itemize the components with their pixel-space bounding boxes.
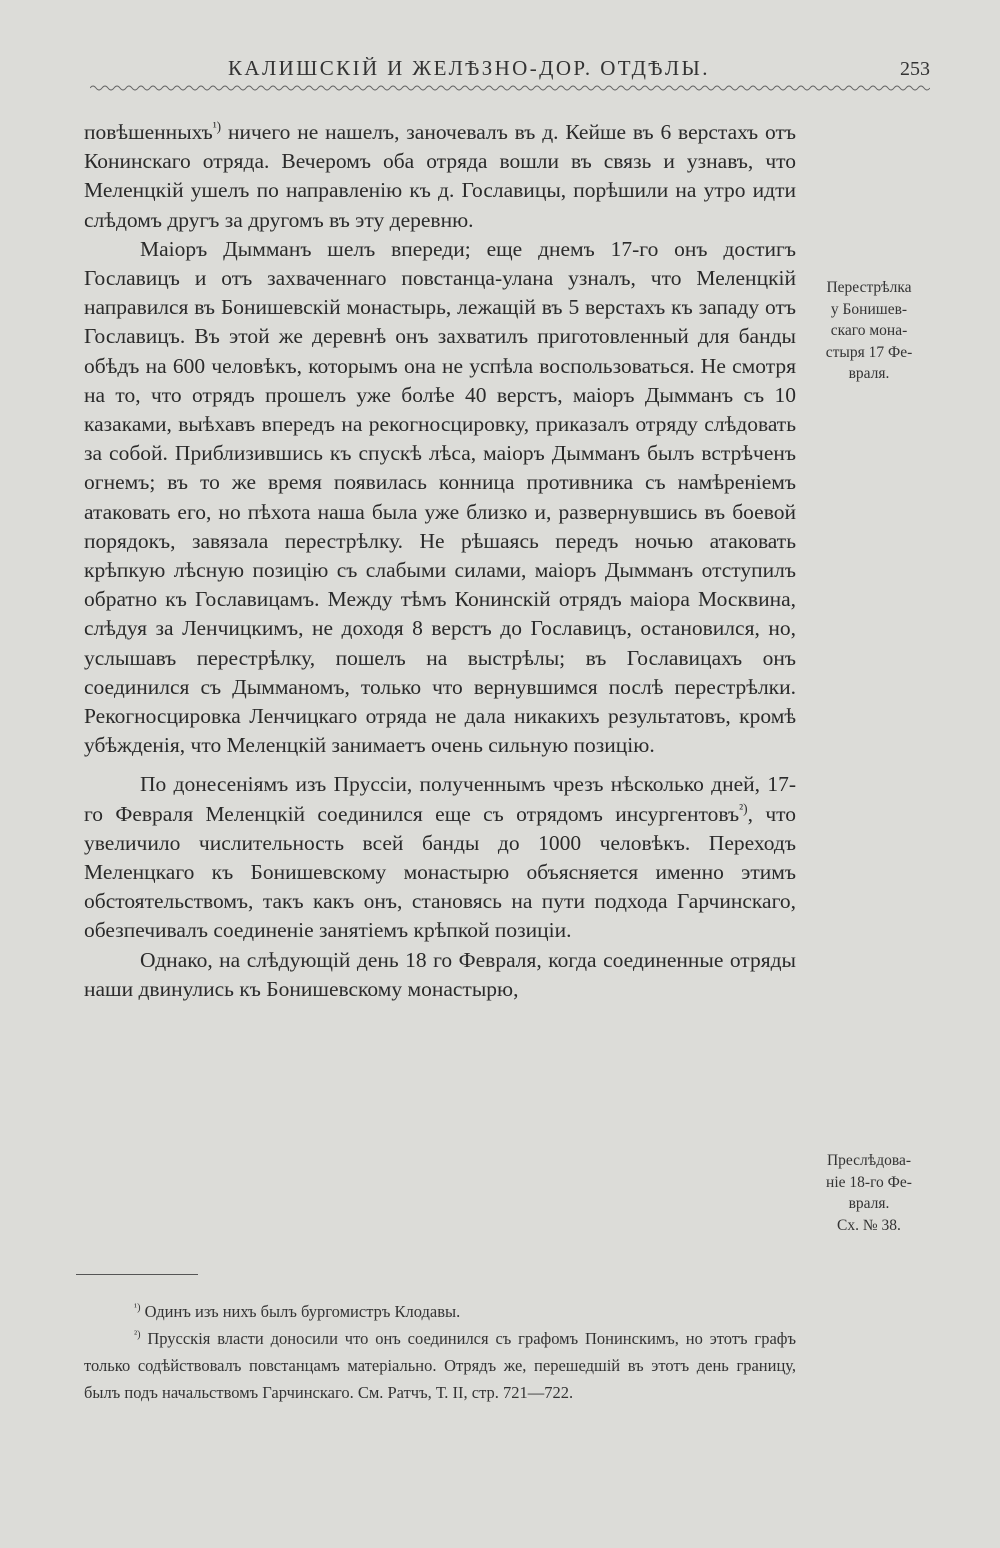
paragraph-4: Однако, на слѣдующій день 18 го Февраля, когда соединенные отряды наши двинулись къ Бонишевскому монастырю, [84, 947, 796, 1001]
paragraph-3 [84, 770, 796, 945]
body-text [84, 118, 796, 1004]
footnote-1 [84, 1298, 796, 1325]
footnote-2-text: Прусскія власти доносили что онъ соединился съ графомъ Понинскимъ, но этотъ графъ только содѣйствовалъ повстанцамъ матеріально. Отрядъ же, перешедшій въ этотъ день границу, былъ подъ начальствомъ Гарчинскаго. См. Ратчъ, Т. II, стр. 721—722. [84, 1329, 796, 1402]
margin-note-line: враля. [848, 365, 890, 382]
p1-text-end: ничего не нашелъ, заночевалъ въ д. Кейше въ 6 верстахъ отъ Конинскаго отряда. Вечеромъ оба отряда вошли въ связь и узнавъ, что Меленцкій ушелъ по направленію къ д. Гославицы, порѣшили на утро идти слѣдомъ другъ за другомъ въ эту деревню. [84, 120, 796, 232]
paragraph-1 [84, 118, 796, 235]
p3-text-start: По донесеніямъ изъ Пруссіи, полученнымъ чрезъ нѣсколько дней, 17-го Февраля Меленцкій соединился еще съ отрядомъ инсургентовъ [84, 772, 796, 826]
footnote-mark-1: ¹) [134, 1302, 141, 1314]
margin-note-line: Преслѣдова- [826, 1152, 912, 1169]
running-head [90, 52, 930, 92]
wavy-rule [90, 84, 930, 92]
footnote-2 [84, 1325, 796, 1406]
footnote-ref-2[interactable]: ²) [739, 800, 748, 816]
margin-note-line: враля. [848, 1195, 890, 1212]
footnote-separator [76, 1274, 198, 1275]
footnote-ref-1[interactable]: ¹) [212, 118, 222, 134]
margin-note-line: стыря 17 Фе- [825, 343, 913, 361]
margin-note-pursuit [806, 1150, 932, 1236]
margin-note-line: Перестрѣлка [826, 279, 912, 296]
margin-note-line: у Бонишев- [830, 300, 908, 318]
p1-text-start: повѣшенныхъ [84, 120, 213, 144]
paragraph-2: Маіоръ Дымманъ шелъ впереди; еще днемъ 17-го онъ достигъ Гославицъ и отъ захваченнаго повстанца-улана узналъ, что Меленцкій направился въ Бонишевскій монастырь, лежащій въ 5 верстахъ къ западу отъ Гославицъ. Въ этой же деревнѣ онъ захватилъ приготовленный для банды обѣдъ на 600 человѣкъ, которымъ она не успѣла воспользоваться. Не смотря на то, что отрядъ прошелъ уже болѣе 40 верстъ, маіоръ Дымманъ съ 10 казаками, выѣхавъ впередъ на рекогносцировку, приказалъ отряду слѣдовать за собой. Приблизившись къ спускѣ лѣса, маіоръ Дымманъ былъ встрѣченъ огнемъ; въ то же время появилась конница противника съ намѣреніемъ атаковать его, но пѣхота наша была уже близко и, развернувшись въ боевой порядокъ, завязала перестрѣлку. Не рѣшаясь передъ ночью атаковать крѣпкую лѣсную позицію съ слабыми силами, маіоръ Дымманъ отступилъ обратно къ Гославицамъ. Между тѣмъ Конинскій отрядъ маіора Москвина, слѣдуя за Ленчицкимъ, не доходя 8 верстъ до Гославицъ, остановился, но, услышавъ перестрѣлку, пошелъ на выстрѣлы; въ Гославицахъ онъ соединился съ Дымманомъ, только что вернувшимся послѣ перестрѣлки. Рекогносцировка Ленчицкаго отряда не дала никакихъ результатовъ, кромѣ убѣжденія, что Меленцкій занимаетъ очень сильную позицію. [84, 236, 796, 758]
margin-note-line: скаго мона- [830, 322, 908, 339]
margin-note-line: ніе 18-го Фе- [826, 1173, 912, 1191]
p3-text-end: , что увеличило числительность всей банды до 1000 человѣкъ. Переходъ Меленцкаго къ Бонишевскому монастырю объясняется именно этимъ обстоятельствомъ, такъ какъ онъ, становясь на пути подхода Гарчинскаго, обезпечивалъ соединеніе занятіемъ крѣпкой позиціи. [84, 801, 796, 943]
footnotes [84, 1298, 796, 1406]
running-head-title: КАЛИШСКІЙ И ЖЕЛѢЗНО-ДОР. ОТДѢЛЫ. [228, 56, 710, 80]
footnote-mark-2: ²) [134, 1329, 141, 1341]
page-number: 253 [900, 58, 930, 80]
margin-note-skirmish [806, 277, 932, 385]
footnote-1-text: Одинъ изъ нихъ былъ бургомистръ Клодавы. [140, 1302, 461, 1321]
margin-note-line: Сх. № 38. [837, 1216, 901, 1234]
